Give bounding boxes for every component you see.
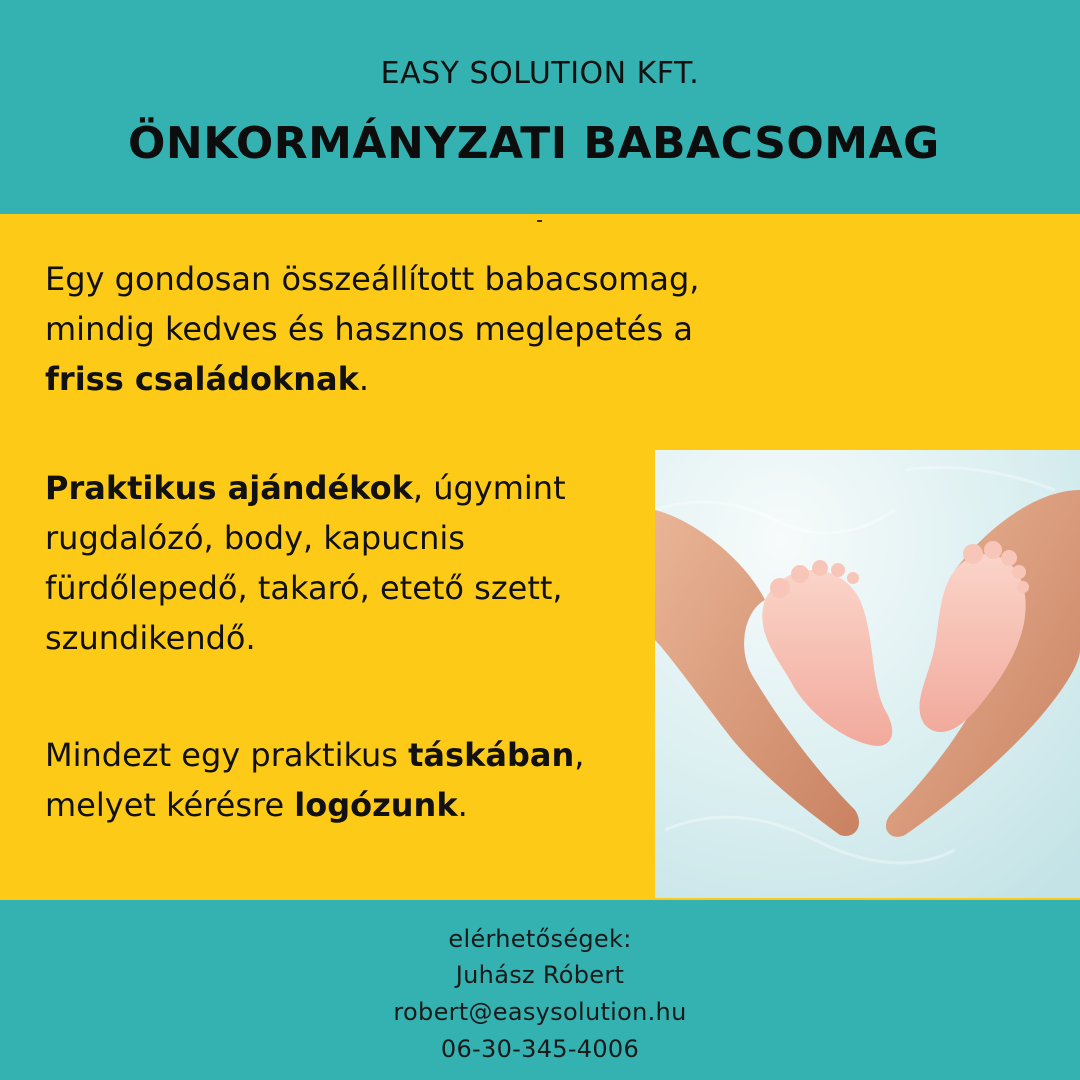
gifts-bold: Praktikus ajándékok <box>45 469 413 507</box>
bag-paragraph <box>45 730 655 830</box>
divider-mark <box>537 220 542 222</box>
header-band <box>0 0 1080 214</box>
gifts-line-1-rest: , úgymint <box>412 469 566 507</box>
bag-bold-1: táskában <box>408 736 575 774</box>
bag-period: . <box>457 786 468 824</box>
gifts-line-4: szundikendő. <box>45 619 256 657</box>
contact-name: Juhász Róbert <box>455 961 625 989</box>
company-name: EASY SOLUTION KFT. <box>380 56 700 91</box>
contact-email[interactable]: robert@easysolution.hu <box>393 998 687 1026</box>
bag-bold-2: logózunk <box>294 786 458 824</box>
contact-phone[interactable]: 06-30-345-4006 <box>440 1035 640 1063</box>
baby-feet-illustration <box>655 450 1080 898</box>
page-title: ÖNKORMÁNYZATI BABACSOMAG <box>128 118 940 169</box>
bag-comma: , <box>574 736 585 774</box>
bag-line-2-start: melyet kérésre <box>45 786 295 824</box>
intro-bold: friss családoknak <box>45 360 359 398</box>
baby-feet-photo <box>655 450 1080 898</box>
gifts-line-2: rugdalózó, body, kapucnis <box>45 519 465 557</box>
gifts-line-3: fürdőlepedő, takaró, etető szett, <box>45 569 563 607</box>
gifts-paragraph <box>45 463 655 663</box>
contact-label: elérhetőségek: <box>448 925 632 953</box>
intro-paragraph <box>45 254 805 404</box>
intro-line-1: Egy gondosan összeállított babacsomag, <box>45 260 700 298</box>
intro-period: . <box>358 360 370 398</box>
bag-line-1-start: Mindezt egy praktikus <box>45 736 409 774</box>
intro-line-2: mindig kedves és hasznos meglepetés a <box>45 310 693 348</box>
